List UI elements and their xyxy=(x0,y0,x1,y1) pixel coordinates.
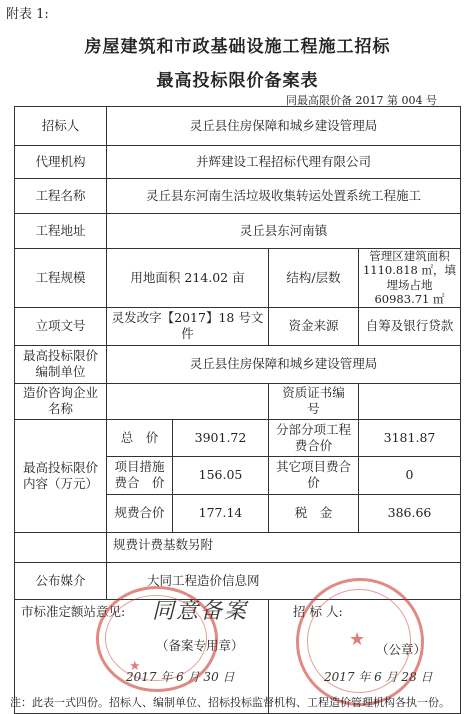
tax-label: 税 金 xyxy=(269,494,359,532)
total-label: 总 价 xyxy=(107,419,173,456)
subitem-value: 3181.87 xyxy=(359,419,461,456)
address-label: 工程地址 xyxy=(15,214,107,249)
page-subtitle: 最高投标限价备案表 xyxy=(156,71,319,91)
cert-value xyxy=(359,383,461,419)
agency-label: 代理机构 xyxy=(15,146,107,179)
consult-value xyxy=(107,383,269,419)
table-row xyxy=(15,419,461,456)
appendix-label: 附表 1: xyxy=(6,7,49,22)
max-price-unit-label: 最高投标限价编制单位 xyxy=(15,345,107,383)
table-row xyxy=(15,532,461,562)
other-label: 其它项目费合 价 xyxy=(269,456,359,494)
agency-value: 并辉建设工程招标代理有限公司 xyxy=(107,146,461,179)
project-name-value: 灵丘县东河南生活垃圾收集转运处置系统工程施工 xyxy=(107,179,461,214)
opinion-label: 市标准定额站意见: xyxy=(21,603,126,619)
table-row xyxy=(15,107,461,146)
official-seal-icon: ★ xyxy=(296,578,424,706)
fee-label: 规费合价 xyxy=(107,494,173,532)
document-number: 同最高限价备 2017 第 004 号 xyxy=(286,94,437,107)
table-row xyxy=(15,345,461,383)
table-row xyxy=(15,249,461,308)
max-price-content-label: 最高投标限价内容（万元） xyxy=(15,419,107,532)
scale-value: 用地面积 214.02 亩 xyxy=(107,249,269,308)
footer-note: 注：此表一式四份。招标人、编制单位、招标投标监督机构、工程造价管理机构各执一份。 xyxy=(10,696,450,709)
other-value: 0 xyxy=(359,456,461,494)
consult-label: 造价咨询企业名称 xyxy=(15,383,107,419)
project-name-label: 工程名称 xyxy=(15,179,107,214)
tax-value: 386.66 xyxy=(359,494,461,532)
table-row xyxy=(15,214,461,249)
table-row xyxy=(15,146,461,179)
structure-label: 结构/层数 xyxy=(269,249,359,308)
official-seal-note: （公章） xyxy=(376,642,427,657)
structure-value: 管理区建筑面积 1110.818 ㎡，填埋场占地 60983.71 ㎡ xyxy=(359,249,461,308)
tenderer-value: 灵丘县住房保障和城乡建设管理局 xyxy=(107,107,461,146)
media-value: 大同工程造价信息网 xyxy=(107,562,461,599)
scale-label: 工程规模 xyxy=(15,249,107,308)
cert-label: 资质证书编 号 xyxy=(269,383,359,419)
filing-seal-icon: ★ xyxy=(96,586,218,692)
fee-basis-note: 规费计费基数另附 xyxy=(107,532,461,562)
tenderer-sign-label: 招 标 人: xyxy=(293,603,343,619)
fund-label: 资金来源 xyxy=(269,307,359,345)
page-title: 房屋建筑和市政基础设施工程施工招标 xyxy=(84,37,391,57)
media-label: 公布媒介 xyxy=(15,562,107,599)
total-value: 3901.72 xyxy=(173,419,269,456)
measure-value: 156.05 xyxy=(173,456,269,494)
handwritten-date-left: 2017 年 6 月 30 日 xyxy=(126,670,235,684)
approval-value: 灵发改字【2017】18 号文件 xyxy=(107,307,269,345)
filing-stamp-note: （备案专用章） xyxy=(156,638,244,653)
handwritten-approval: 同意备案 xyxy=(152,599,249,624)
approval-label: 立项文号 xyxy=(15,307,107,345)
subitem-label: 分部分项工程费合价 xyxy=(269,419,359,456)
table-row xyxy=(15,383,461,419)
fee-value: 177.14 xyxy=(173,494,269,532)
measure-label: 项目措施费合 价 xyxy=(107,456,173,494)
address-value: 灵丘县东河南镇 xyxy=(107,214,461,249)
fund-value: 自筹及银行贷款 xyxy=(359,307,461,345)
tenderer-label: 招标人 xyxy=(15,107,107,146)
handwritten-date-right: 2017 年 6 月 28 日 xyxy=(324,670,433,684)
table-row xyxy=(15,179,461,214)
max-price-unit-value: 灵丘县住房保障和城乡建设管理局 xyxy=(107,345,461,383)
table-row xyxy=(15,307,461,345)
